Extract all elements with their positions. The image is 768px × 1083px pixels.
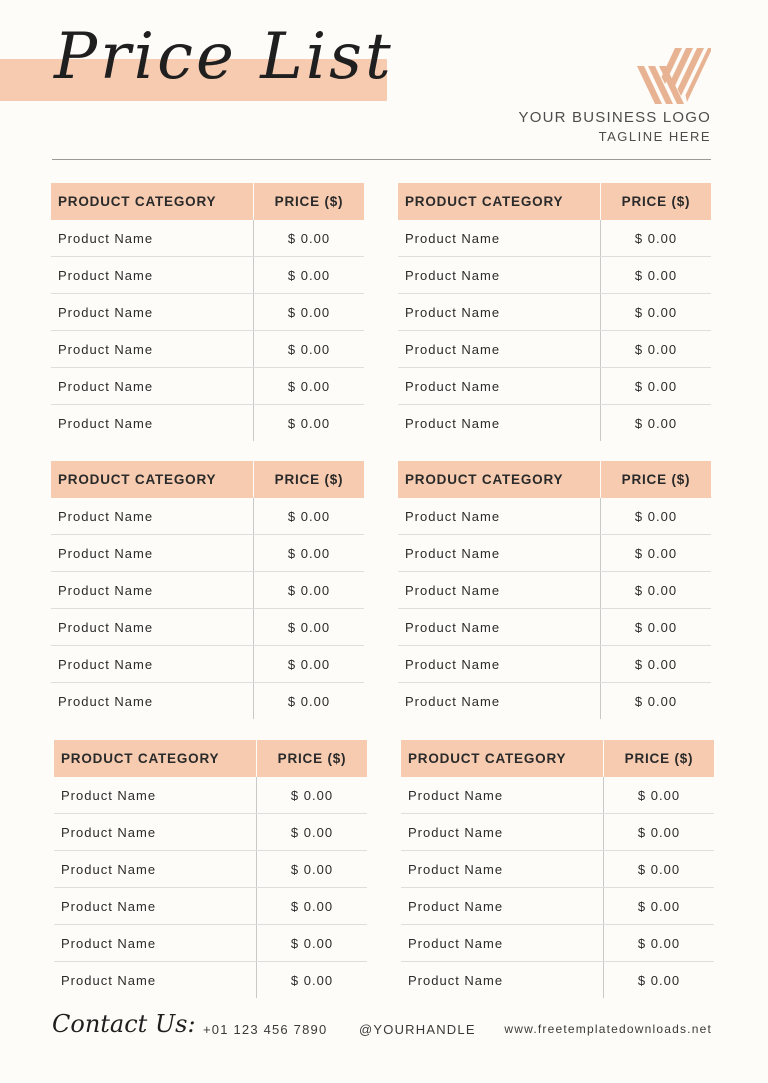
product-price: $ 0.00 [634,267,678,283]
product-name: Product Name [398,683,601,719]
product-name: Product Name [51,405,254,441]
product-name: Product Name [398,331,601,367]
category-heading: PRODUCT CATEGORY [54,740,257,777]
product-price: $ 0.00 [637,861,681,877]
contact-label: Contact Us: [52,1010,196,1038]
table-header [51,461,364,498]
price-heading: PRICE ($) [624,751,694,766]
product-price: $ 0.00 [637,935,681,951]
table-row [51,646,364,683]
price-heading: PRICE ($) [621,472,691,487]
product-name: Product Name [398,405,601,441]
table-row [401,777,714,814]
product-price: $ 0.00 [287,341,331,357]
product-price: $ 0.00 [290,935,334,951]
product-name: Product Name [54,851,257,887]
table-row [401,962,714,998]
product-name: Product Name [401,925,604,961]
product-price: $ 0.00 [634,341,678,357]
product-name: Product Name [51,294,254,330]
table-row [51,405,364,441]
product-name: Product Name [398,498,601,534]
product-name: Product Name [398,572,601,608]
table-row [398,535,711,572]
table-row [398,683,711,719]
product-price: $ 0.00 [634,230,678,246]
product-price: $ 0.00 [287,508,331,524]
product-price: $ 0.00 [290,824,334,840]
table-row [401,814,714,851]
product-price: $ 0.00 [287,693,331,709]
product-price: $ 0.00 [287,619,331,635]
product-name: Product Name [54,814,257,850]
product-name: Product Name [51,609,254,645]
price-table [51,461,364,719]
price-heading: PRICE ($) [274,472,344,487]
product-price: $ 0.00 [634,656,678,672]
product-price: $ 0.00 [290,861,334,877]
price-table [398,461,711,719]
table-row [51,294,364,331]
category-heading: PRODUCT CATEGORY [398,461,601,498]
product-price: $ 0.00 [637,824,681,840]
page-title: Price List [54,20,394,94]
header-divider [52,159,711,160]
table-header [398,461,711,498]
price-heading: PRICE ($) [274,194,344,209]
table-row [51,368,364,405]
product-price: $ 0.00 [634,693,678,709]
price-table [54,740,367,998]
contact-footer [52,1010,712,1050]
price-table [398,183,711,441]
product-price: $ 0.00 [634,545,678,561]
product-price: $ 0.00 [634,415,678,431]
table-row [398,331,711,368]
product-price: $ 0.00 [634,304,678,320]
category-heading: PRODUCT CATEGORY [51,183,254,220]
table-row [51,498,364,535]
product-name: Product Name [398,609,601,645]
table-header [398,183,711,220]
product-price: $ 0.00 [637,972,681,988]
table-row [398,405,711,441]
product-price: $ 0.00 [637,898,681,914]
table-row [51,535,364,572]
table-row [401,851,714,888]
product-name: Product Name [54,962,257,998]
table-row [51,572,364,609]
table-row [398,368,711,405]
table-row [51,257,364,294]
product-price: $ 0.00 [637,787,681,803]
product-name: Product Name [401,814,604,850]
product-price: $ 0.00 [290,972,334,988]
product-name: Product Name [51,257,254,293]
table-row [398,646,711,683]
table-row [54,777,367,814]
table-row [54,888,367,925]
product-price: $ 0.00 [287,415,331,431]
product-price: $ 0.00 [634,508,678,524]
product-price: $ 0.00 [287,267,331,283]
category-heading: PRODUCT CATEGORY [51,461,254,498]
product-name: Product Name [398,294,601,330]
product-name: Product Name [398,257,601,293]
table-row [398,294,711,331]
logo-stripes-icon [637,48,711,104]
table-row [398,498,711,535]
table-row [401,925,714,962]
product-price: $ 0.00 [634,378,678,394]
product-name: Product Name [398,368,601,404]
product-name: Product Name [51,368,254,404]
product-name: Product Name [51,646,254,682]
contact-handle: @YOURHANDLE [359,1022,476,1037]
category-heading: PRODUCT CATEGORY [401,740,604,777]
price-table [401,740,714,998]
product-name: Product Name [54,888,257,924]
category-heading: PRODUCT CATEGORY [398,183,601,220]
product-name: Product Name [401,962,604,998]
table-row [401,888,714,925]
contact-phone: +01 123 456 7890 [203,1022,328,1037]
product-price: $ 0.00 [287,230,331,246]
table-row [54,851,367,888]
product-price: $ 0.00 [290,898,334,914]
table-header [51,183,364,220]
table-row [54,814,367,851]
tagline: TAGLINE HERE [598,129,711,144]
product-price: $ 0.00 [634,619,678,635]
price-heading: PRICE ($) [277,751,347,766]
product-name: Product Name [401,851,604,887]
product-name: Product Name [398,220,601,256]
table-header [54,740,367,777]
table-header [401,740,714,777]
product-price: $ 0.00 [287,304,331,320]
product-name: Product Name [54,925,257,961]
table-row [54,962,367,998]
table-row [54,925,367,962]
product-name: Product Name [51,498,254,534]
product-name: Product Name [51,220,254,256]
product-price: $ 0.00 [290,787,334,803]
contact-website: www.freetemplatedownloads.net [504,1022,712,1036]
table-row [51,609,364,646]
table-row [398,609,711,646]
product-name: Product Name [398,535,601,571]
table-row [398,220,711,257]
product-price: $ 0.00 [287,656,331,672]
product-name: Product Name [51,535,254,571]
product-name: Product Name [51,572,254,608]
product-name: Product Name [401,777,604,813]
product-price: $ 0.00 [287,545,331,561]
product-price: $ 0.00 [634,582,678,598]
table-row [51,331,364,368]
table-row [398,572,711,609]
table-row [51,220,364,257]
product-name: Product Name [51,331,254,367]
price-table [51,183,364,441]
table-row [398,257,711,294]
product-name: Product Name [54,777,257,813]
product-name: Product Name [398,646,601,682]
product-price: $ 0.00 [287,582,331,598]
product-price: $ 0.00 [287,378,331,394]
price-heading: PRICE ($) [621,194,691,209]
logo-text: YOUR BUSINESS LOGO [518,109,711,126]
product-name: Product Name [51,683,254,719]
product-name: Product Name [401,888,604,924]
table-row [51,683,364,719]
